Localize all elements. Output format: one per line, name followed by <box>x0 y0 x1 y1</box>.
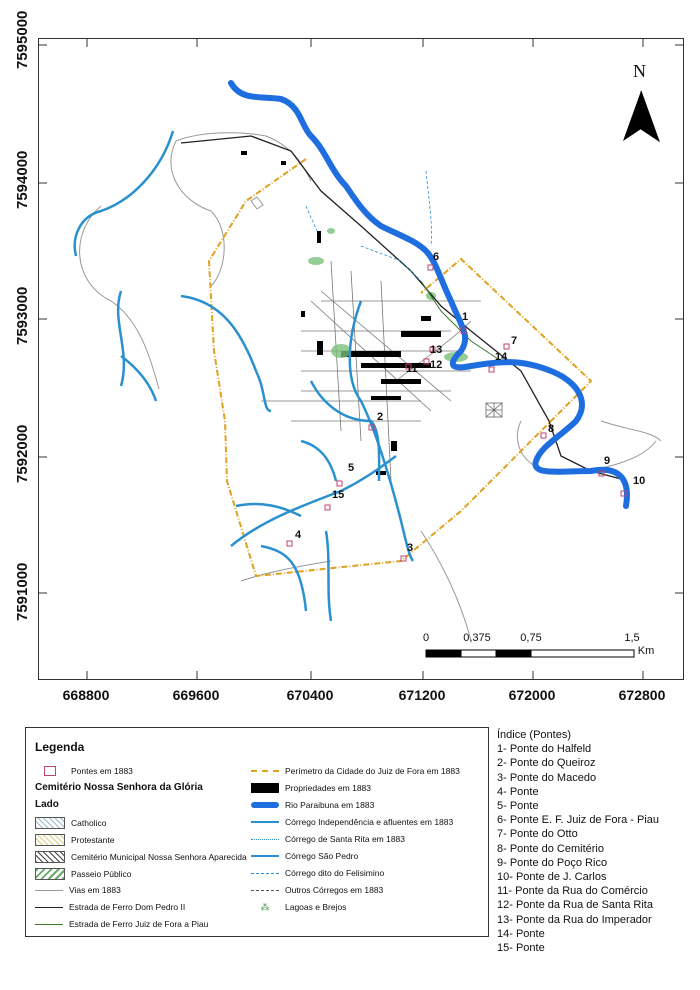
legend-label: Pontes em 1883 <box>71 766 133 776</box>
road-swatch <box>35 890 63 891</box>
protestant-swatch <box>35 834 65 846</box>
river-swatch <box>251 802 279 808</box>
railway-dom-pedro <box>181 136 621 479</box>
x-tick-671200: 671200 <box>398 687 446 703</box>
legend-label: Córrego dito do Felisimino <box>285 868 385 878</box>
legend-item-corrego-felisimino <box>251 868 384 878</box>
legend-label: Passeio Público <box>71 869 132 879</box>
index-item: 6- Ponte E. F. Juiz de Fora - Piau <box>497 814 660 827</box>
legend-item-rail-piau <box>35 919 208 929</box>
bridge-number-9: 9 <box>604 455 611 467</box>
bridge-number-3: 3 <box>407 542 414 554</box>
y-tick-7595000: 7595000 <box>14 10 31 70</box>
map-frame[interactable] <box>38 38 684 680</box>
map-canvas <box>39 39 683 679</box>
legend-title: Legenda <box>35 740 85 754</box>
north-label: N <box>633 61 646 81</box>
scale-label-0: 0 <box>422 632 430 644</box>
bridge-index <box>497 728 659 955</box>
index-item: 9- Ponte do Poço Rico <box>497 856 608 869</box>
bridge-number-4: 4 <box>295 529 302 541</box>
legend-item-corrego-sao-pedro <box>251 851 358 861</box>
legend-label: Cemitério Municipal Nossa Senhora Aparecida <box>71 852 247 862</box>
legend-item-perimetro <box>251 766 460 776</box>
legend-item-cemiterio-municipal <box>35 851 247 863</box>
legend-item-passeio <box>35 868 131 880</box>
legend-item-outros-corregos <box>251 885 383 895</box>
legend-label: Rio Paraibuna em 1883 <box>285 800 375 810</box>
legend-label: Propriedades em 1883 <box>285 783 372 793</box>
legend-label: Outros Córregos em 1883 <box>285 885 384 895</box>
legend-label: Córrego São Pedro <box>285 851 359 861</box>
y-tick-7592000: 7592000 <box>14 424 31 484</box>
index-item: 11- Ponte da Rua do Comércio <box>497 885 648 898</box>
legend-item-rail-dom-pedro <box>35 902 185 912</box>
legend-label: Estrada de Ferro Dom Pedro II <box>69 902 186 912</box>
other-streams-swatch <box>251 890 279 891</box>
legend-subtitle: Cemitério Nossa Senhora da Glória <box>35 782 203 793</box>
index-item: 8- Ponte do Cemitério <box>497 842 604 855</box>
bridge-marker-swatch <box>44 766 56 776</box>
legend-label: Catholico <box>71 818 107 828</box>
legend-label: Córrego de Santa Rita em 1883 <box>285 834 406 844</box>
bridge-number-1: 1 <box>462 311 469 323</box>
index-item: 12- Ponte da Rua de Santa Rita <box>497 899 653 912</box>
legend-item-corrego-santa-rita <box>251 834 405 844</box>
index-item: 10- Ponte de J. Carlos <box>497 871 607 884</box>
index-item: 4- Ponte <box>497 785 539 798</box>
bridge-number-12: 12 <box>430 359 443 371</box>
index-item: 15- Ponte <box>497 942 545 955</box>
index-item: 3- Ponte do Macedo <box>497 771 597 784</box>
bridge-number-14: 14 <box>495 351 508 363</box>
perimeter-swatch <box>251 770 279 772</box>
north-arrow-icon <box>623 91 659 141</box>
bridge-number-8: 8 <box>548 423 555 435</box>
bridge-number-6: 6 <box>433 251 440 263</box>
index-item: 13- Ponte da Rua do Imperador <box>497 913 652 926</box>
y-tick-7594000: 7594000 <box>14 150 31 210</box>
index-item: 14- Ponte <box>497 927 545 940</box>
stream-dashed-swatch <box>251 873 279 874</box>
stream-blue-swatch <box>251 855 279 857</box>
legend-item-catholico <box>35 817 106 829</box>
legend-box <box>25 727 489 937</box>
scale-label-0375: 0,375 <box>463 632 491 644</box>
bridge-number-15: 15 <box>332 489 345 501</box>
bridge-number-2: 2 <box>377 411 384 423</box>
legend-item-vias <box>35 885 121 895</box>
bridge-number-7: 7 <box>511 335 518 347</box>
cemetery-symbol <box>486 403 502 417</box>
rail-piau-swatch <box>35 924 63 925</box>
index-item: 1- Ponte do Halfeld <box>497 743 592 756</box>
x-tick-669600: 669600 <box>172 687 220 703</box>
scale-unit: Km <box>637 645 655 657</box>
bridge-number-10: 10 <box>633 475 646 487</box>
legend-item-propriedades <box>251 783 371 793</box>
scale-bar <box>426 650 634 657</box>
bridge-number-13: 13 <box>430 344 443 356</box>
municipal-cemetery-swatch <box>35 851 65 863</box>
legend-item-bridges <box>35 766 133 776</box>
legend-label: Lagoas e Brejos <box>285 902 347 912</box>
legend-section: Lado <box>35 799 59 810</box>
x-tick-670400: 670400 <box>286 687 334 703</box>
legend-label: Protestante <box>71 835 115 845</box>
legend-label: Estrada de Ferro Juiz de Fora a Piau <box>69 919 209 929</box>
legend-label: Perímetro da Cidade do Juiz de Fora em 1883 <box>285 766 460 776</box>
property-swatch <box>251 783 279 793</box>
stream-dotted-swatch <box>251 839 279 840</box>
legend-item-corrego-independencia <box>251 817 453 827</box>
x-tick-672800: 672800 <box>618 687 666 703</box>
legend-label: Vias em 1883 <box>69 885 121 895</box>
legend-item-rio <box>251 800 374 810</box>
rail-swatch <box>35 907 63 908</box>
legend-item-lagoas <box>251 902 346 912</box>
bridge-number-11: 11 <box>406 363 418 375</box>
index-item: 7- Ponte do Otto <box>497 828 578 841</box>
index-item: 5- Ponte <box>497 800 539 813</box>
stream-swatch <box>251 821 279 823</box>
marsh-swatch: ⁂ <box>260 902 270 912</box>
scale-label-075: 0,75 <box>520 632 542 644</box>
y-tick-7593000: 7593000 <box>14 286 31 346</box>
index-title: Índice (Pontes) <box>497 729 571 741</box>
legend-label: Córrego Independência e afluentes em 1883 <box>285 817 454 827</box>
bridge-number-5: 5 <box>348 462 355 474</box>
park-swatch <box>35 868 65 880</box>
legend-item-protestante <box>35 834 114 846</box>
index-item: 2- Ponte do Queiroz <box>497 757 596 770</box>
x-tick-672000: 672000 <box>508 687 556 703</box>
scale-label-15: 1,5 <box>624 632 640 644</box>
x-tick-668800: 668800 <box>62 687 110 703</box>
catholic-swatch <box>35 817 65 829</box>
marsh-layer <box>308 228 468 362</box>
minor-streams <box>306 171 432 281</box>
y-tick-7591000: 7591000 <box>14 562 31 622</box>
